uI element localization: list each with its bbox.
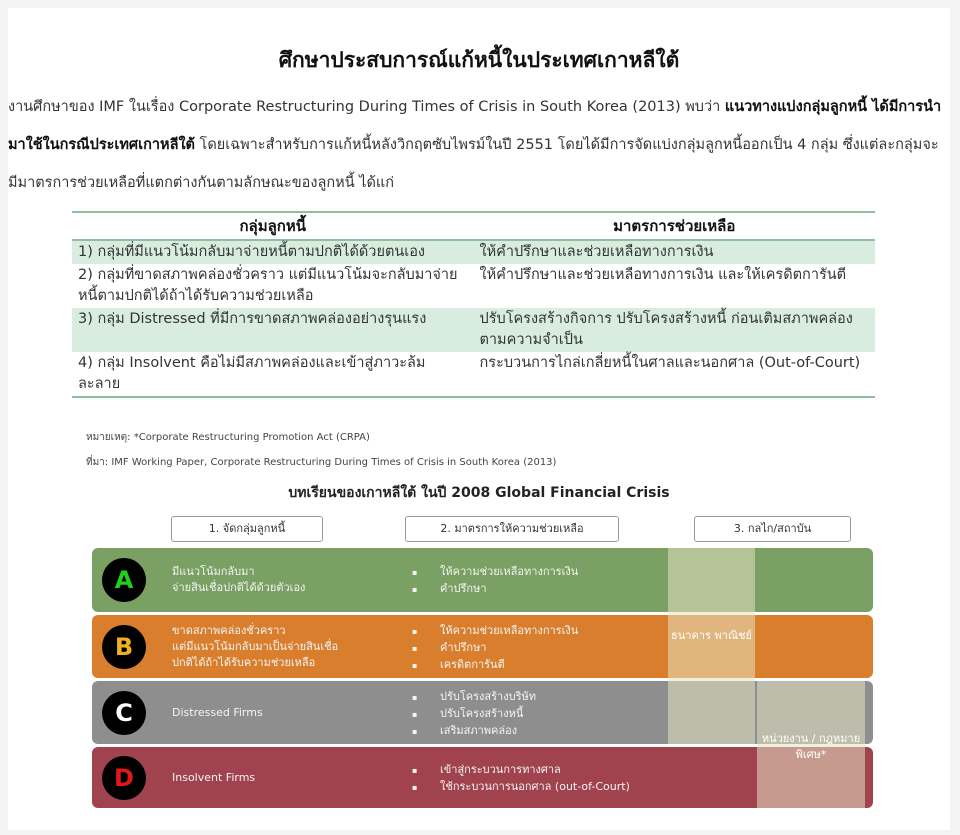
measure-item: ▪ เครดิตการันตี (412, 657, 578, 674)
table-row: 3) กลุ่ม Distressed ที่มีการขาดสภาพคล่องอย่างรุนแรง ปรับโครงสร้างกิจการ ปรับโครงสร้างหนี้ ก่อนเติมสภาพคล่องตามความจำเป็น (72, 308, 875, 352)
institution-special-agencies: หน่วยงาน / กฎหมายพิเศษ* (757, 681, 865, 808)
debtor-groups-table (72, 211, 875, 398)
diagram-header-institutions: 3. กลไก/สถาบัน (694, 516, 851, 542)
group-letter-badge: D (102, 756, 146, 800)
group-measures (412, 689, 536, 740)
group-letter-badge: B (102, 625, 146, 669)
table-remark: หมายเหตุ: *Corporate Restructuring Promotion Act (CRPA) (86, 432, 370, 443)
debtor-group-row-c (92, 681, 873, 744)
institution-commercial-banks: ธนาคาร พาณิชย์ (668, 548, 755, 744)
measure-item: ▪ ให้ความช่วยเหลือทางการเงิน (412, 623, 578, 640)
diagram-header-groups: 1. จัดกลุ่มลูกหนี้ (171, 516, 323, 542)
group-measures (412, 564, 578, 598)
table-source: ที่มา: IMF Working Paper, Corporate Restructuring During Times of Crisis in South Korea (2013) (86, 457, 557, 468)
measure-item: ▪ เข้าสู่กระบวนการทางศาล (412, 762, 630, 779)
measure-item: ▪ ปรับโครงสร้างหนี้ (412, 706, 536, 723)
group-description: มีแนวโน้มกลับมา จ่ายสินเชื่อปกติได้ด้วยตัวเอง (172, 565, 306, 594)
debtor-group-row-a (92, 548, 873, 612)
measure-item: ▪ ปรับโครงสร้างบริษัท (412, 689, 536, 706)
group-description: Distressed Firms (172, 705, 263, 719)
page-title: ศึกษาประสบการณ์แก้หนี้ในประเทศเกาหลีใต้ (278, 48, 680, 72)
table-row: 2) กลุ่มที่ขาดสภาพคล่องชั่วคราว แต่มีแนวโน้มจะกลับมาจ่ายหนี้ตามปกติได้ถ้าได้รับความช่วยเหลือ ให้คำปรึกษาและช่วยเหลือทางการเงิน และให้เครดิตการันตี (78, 267, 847, 304)
group-measures (412, 762, 630, 796)
measure-item: ▪ เสริมสภาพคล่อง (412, 723, 536, 740)
table-header-row: กลุ่มลูกหนี้ มาตรการช่วยเหลือ (72, 212, 875, 240)
group-letter-badge: A (102, 558, 146, 602)
debtor-group-row-d (92, 747, 873, 808)
diagram-header-measures: 2. มาตรการให้ความช่วยเหลือ (405, 516, 619, 542)
measure-item: ▪ คำปรึกษา (412, 640, 578, 657)
debtor-group-row-b (92, 615, 873, 678)
table-row: 1) กลุ่มที่มีแนวโน้มกลับมาจ่ายหนี้ตามปกติได้ด้วยตนเอง ให้คำปรึกษาและช่วยเหลือทางการเงิน (72, 240, 875, 264)
group-letter-badge: C (102, 691, 146, 735)
document-page (8, 8, 950, 830)
group-description: ขาดสภาพคล่องชั่วคราว แต่มีแนวโน้มกลับมาเป็นจ่ายสินเชื่อ ปกติได้ถ้าได้รับความช่วยเหลือ (172, 623, 339, 669)
intro-bold: แนวทางแบ่งกลุ่มลูกหนี้ ได้มีการนำมาใช้ในกรณีประเทศเกาหลีใต้ (8, 99, 942, 153)
intro-paragraph: งานศึกษาของ IMF ในเรื่อง Corporate Restructuring During Times of Crisis in South Korea (2013) พบว่า แนวทางแบ่งกลุ่มลูกหนี้ ได้มีการนำมาใช้ในกรณีประเทศเกาหลีใต้ โดยเฉพาะสำหรับการแก้หนี้หลังวิกฤตซับไพรม์ในปี 2551 โดยได้มีการจัดแบ่งกลุ่มลูกหนี้ออกเป็น 4 กลุ่ม ซึ่งแต่ละกลุ่มจะมีมาตรการช่วยเหลือที่แตกต่างกันตามลักษณะของลูกหนี้ ได้แก่ (8, 99, 942, 191)
measure-item: ▪ คำปรึกษา (412, 581, 578, 598)
group-measures (412, 623, 578, 674)
table-row: 4) กลุ่ม Insolvent คือไม่มีสภาพคล่องและเข้าสู่ภาวะล้มละลาย กระบวนการไกล่เกลี่ยหนี้ในศาลและนอกศาล (Out-of-Court) (78, 355, 861, 392)
group-description: Insolvent Firms (172, 770, 256, 784)
measure-item: ▪ ใช้กระบวนการนอกศาล (out-of-Court) (412, 779, 630, 796)
measure-item: ▪ ให้ความช่วยเหลือทางการเงิน (412, 564, 578, 581)
diagram-title: บทเรียนของเกาหลีใต้ ในปี 2008 Global Financial Crisis (288, 485, 670, 501)
